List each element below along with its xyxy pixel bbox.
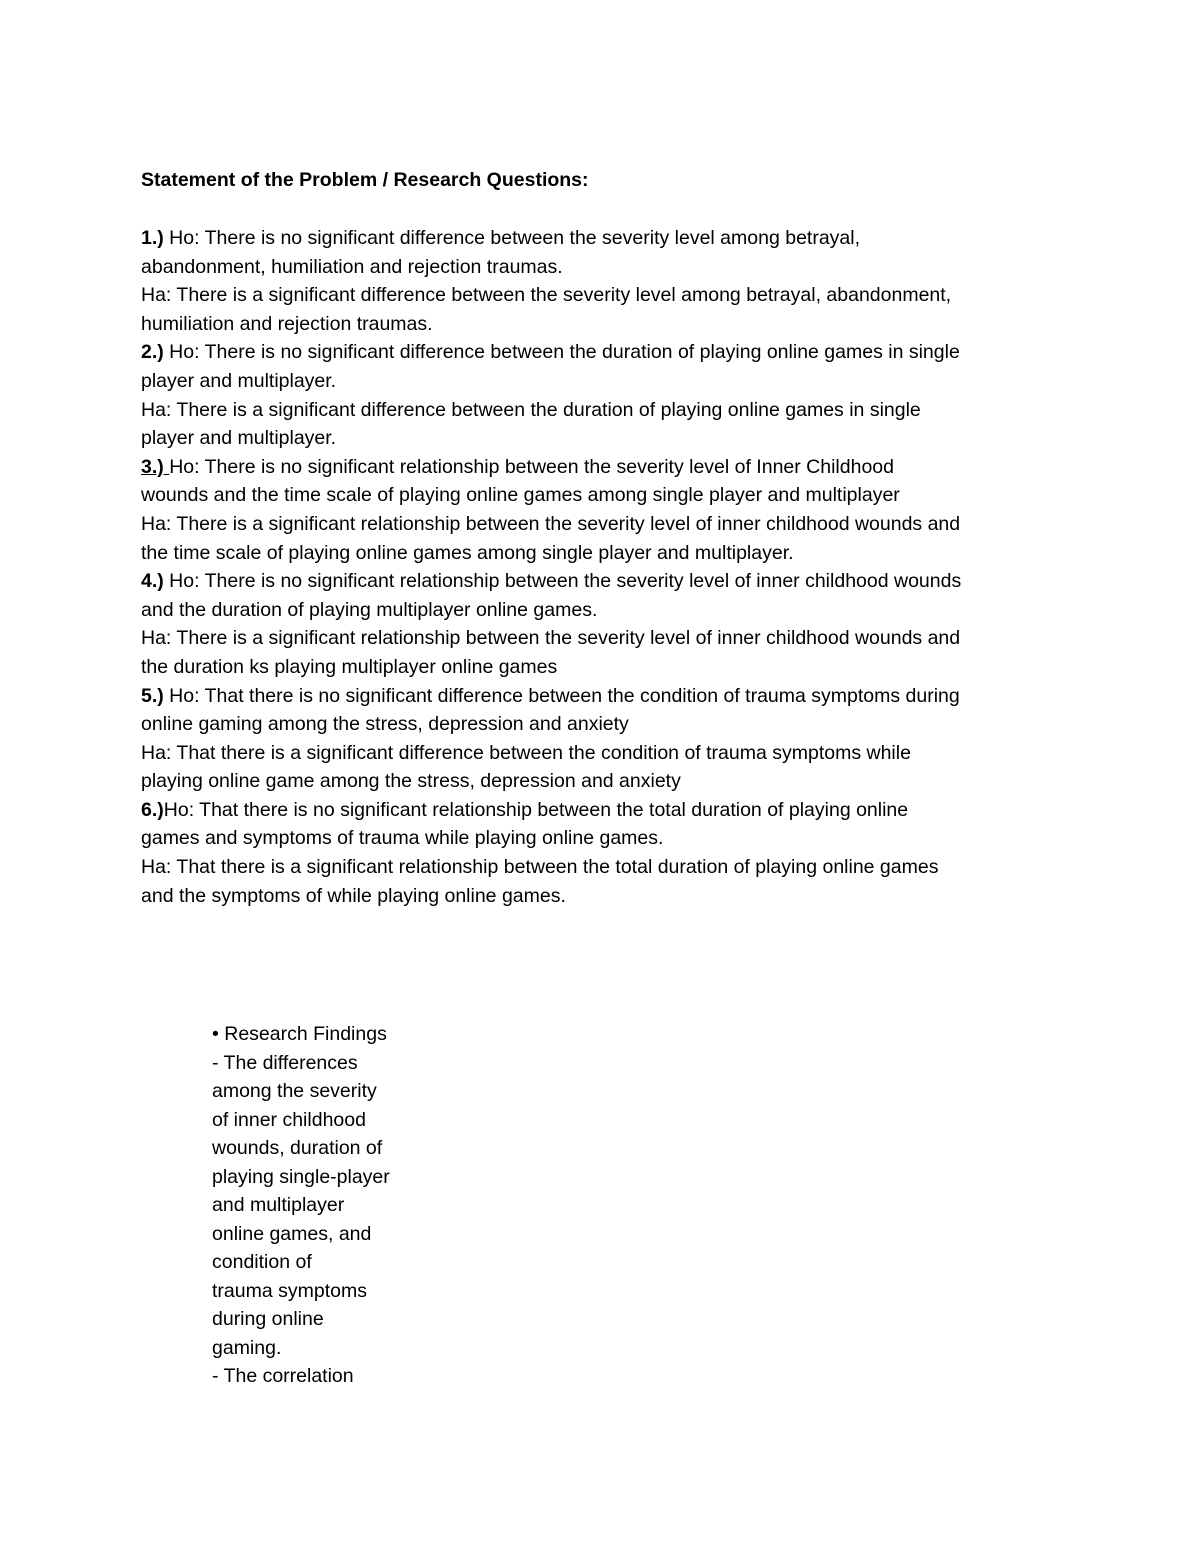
text-line: Ha: That there is a significant difference between the condition of trauma symptoms while [141, 741, 911, 764]
text-line [141, 338, 1061, 367]
findings-line: playing single-player [212, 1165, 390, 1188]
text-line: Ha: There is a significant relationship between the severity level of inner childhood wounds and [141, 627, 961, 650]
question-number: 6.) [141, 798, 164, 821]
findings-line: during online [212, 1308, 324, 1330]
findings-line: of inner childhood [212, 1108, 366, 1131]
line-text: Ho: There is no significant difference between the duration of playing online games in single [163, 341, 960, 364]
findings-line: wounds, duration of [212, 1137, 383, 1159]
text-line: online gaming among the stress, depression and anxiety [141, 713, 629, 736]
text-line: the time scale of playing online games among single player and multiplayer. [141, 541, 794, 564]
text-line: humiliation and rejection traumas. [141, 312, 433, 335]
line-text: Ho: There is no significant relationship between the severity level of Inner Childhood [169, 455, 894, 478]
text-line: abandonment, humiliation and rejection traumas. [141, 255, 563, 278]
text-line: Ha: There is a significant difference between the severity level among betrayal, abandonment, [141, 284, 952, 307]
findings-line: among the severity [212, 1080, 377, 1102]
line-text: Ho: There is no significant relationship between the severity level of inner childhood wounds [163, 570, 962, 593]
question-number: 5.) [141, 684, 164, 707]
text-line: games and symptoms of trauma while playing online games. [141, 827, 664, 850]
text-line: Ha: There is a significant difference between the duration of playing online games in single [141, 398, 921, 421]
question-number: 1.) [141, 227, 164, 249]
text-line: playing online game among the stress, depression and anxiety [141, 770, 681, 793]
question-number: 3.) [141, 455, 170, 478]
text-line: and the symptoms of while playing online games. [141, 884, 566, 907]
findings-line: - The correlation [212, 1365, 354, 1387]
findings-line: gaming. [212, 1336, 282, 1359]
line-text: Ho: There is no significant difference between the severity level among betrayal, [163, 227, 861, 249]
question-number: 4.) [141, 570, 164, 593]
text-line: Ha: There is a significant relationship between the severity level of inner childhood wounds and [141, 512, 961, 535]
section-heading: Statement of the Problem / Research Questions: [141, 169, 589, 191]
research-findings [212, 1020, 422, 1391]
research-questions [141, 224, 1061, 910]
findings-line: trauma symptoms [212, 1279, 367, 1302]
findings-line: - The differences [212, 1051, 358, 1074]
text-line [141, 682, 1061, 711]
findings-line: online games, and [212, 1222, 372, 1245]
findings-line: and multiplayer [212, 1194, 345, 1216]
text-line: player and multiplayer. [141, 369, 337, 392]
findings-line: • Research Findings [212, 1023, 387, 1045]
text-line: wounds and the time scale of playing online games among single player and multiplayer [141, 484, 900, 507]
findings-line: condition of [212, 1251, 312, 1273]
text-line: the duration ks playing multiplayer online games [141, 655, 558, 678]
text-line [141, 224, 1061, 253]
text-line [141, 453, 1061, 482]
text-line [141, 567, 1061, 596]
text-line [141, 796, 1061, 825]
question-number: 2.) [141, 341, 164, 364]
text-line: Ha: That there is a significant relationship between the total duration of playing online games [141, 856, 939, 879]
line-text: Ho: That there is no significant difference between the condition of trauma symptoms during [163, 684, 960, 707]
text-line: and the duration of playing multiplayer online games. [141, 598, 598, 621]
line-text: Ho: That there is no significant relationship between the total duration of playing online [163, 798, 909, 821]
text-line: player and multiplayer. [141, 427, 337, 450]
